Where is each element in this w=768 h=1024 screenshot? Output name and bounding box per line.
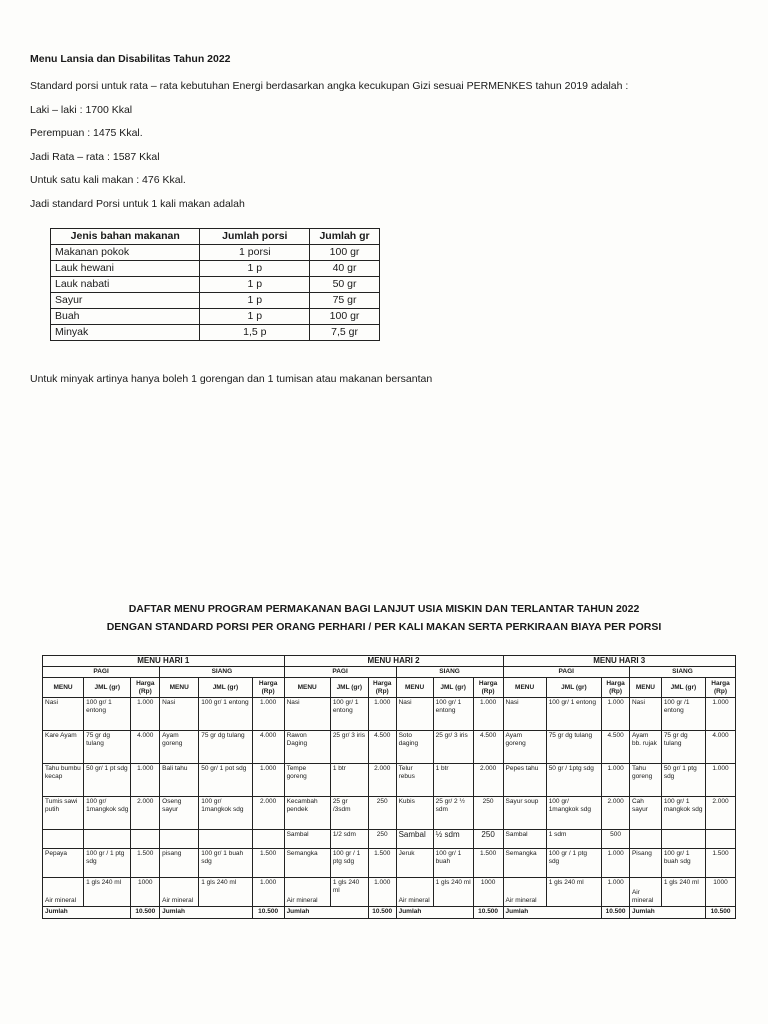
menu-cell: 100 gr/ 1 mangkok sdg <box>661 797 705 830</box>
portion-cell: 1 porsi <box>200 245 310 261</box>
session-header: SIANG <box>629 667 735 678</box>
menu-cell: Kecambah pendek <box>284 797 330 830</box>
portion-cell: Buah <box>51 309 200 325</box>
menu-cell <box>131 830 160 849</box>
menu-cell: 100 gr / 1 ptg sdg <box>330 849 368 878</box>
portion-cell: Lauk nabati <box>51 277 200 293</box>
portion-cell: Makanan pokok <box>51 245 200 261</box>
table-row <box>43 849 736 878</box>
total-value: 10.500 <box>602 907 630 919</box>
column-header: Harga (Rp) <box>252 678 284 698</box>
menu-cell: Air mineral <box>160 878 199 907</box>
menu-cell: 1000 <box>706 878 736 907</box>
menu-cell: Cah sayur <box>629 797 661 830</box>
menu-cell: 100 gr / 1 ptg sdg <box>546 849 602 878</box>
menu-cell: 250 <box>473 797 503 830</box>
menu-cell: 1.000 <box>131 764 160 797</box>
table-row <box>51 277 380 293</box>
document-title: Menu Lansia dan Disabilitas Tahun 2022 <box>30 53 231 65</box>
total-label: Jumlah <box>503 907 602 919</box>
menu-cell: 1.500 <box>706 849 736 878</box>
menu-cell: 50 gr/ 1 pt sdg <box>84 764 131 797</box>
menu-title: DAFTAR MENU PROGRAM PERMAKANAN BAGI LANJUT USIA MISKIN DAN TERLANTAR TAHUN 2022 <box>128 603 640 615</box>
menu-cell: 75 gr dg tulang <box>546 731 602 764</box>
menu-cell: Tahu goreng <box>629 764 661 797</box>
menu-cell: 4.000 <box>706 731 736 764</box>
menu-cell: 250 <box>473 830 503 849</box>
menu-cell <box>160 830 199 849</box>
menu-cell: 4.500 <box>473 731 503 764</box>
column-header: JML (gr) <box>433 678 473 698</box>
table-row <box>43 878 736 907</box>
portion-header: Jumlah gr <box>310 229 380 245</box>
menu-cell: 1/2 sdm <box>330 830 368 849</box>
total-row <box>43 907 736 919</box>
menu-cell: 1.000 <box>706 764 736 797</box>
menu-cell: Sambal <box>396 830 433 849</box>
menu-cell: 1.000 <box>368 878 396 907</box>
session-header: SIANG <box>396 667 503 678</box>
portion-cell: 1 p <box>200 293 310 309</box>
menu-cell: 100 gr/ 1 entong <box>199 698 252 731</box>
table-row <box>51 293 380 309</box>
menu-cell: 4.000 <box>252 731 284 764</box>
menu-cell: Pepes tahu <box>503 764 546 797</box>
portion-cell: 7,5 gr <box>310 325 380 341</box>
menu-cell <box>629 830 661 849</box>
menu-cell: Tempe goreng <box>284 764 330 797</box>
day-header: MENU HARI 3 <box>503 656 735 667</box>
menu-cell: 1 gls 240 ml <box>661 878 705 907</box>
total-label: Jumlah <box>629 907 705 919</box>
menu-cell: Ayam goreng <box>503 731 546 764</box>
column-header: JML (gr) <box>546 678 602 698</box>
menu-cell: 25 gr /3sdm <box>330 797 368 830</box>
menu-cell: Bali tahu <box>160 764 199 797</box>
menu-cell: Ayam bb. rujak <box>629 731 661 764</box>
menu-cell: Telur rebus <box>396 764 433 797</box>
portion-cell: 100 gr <box>310 309 380 325</box>
menu-cell <box>199 830 252 849</box>
total-value: 10.500 <box>706 907 736 919</box>
menu-cell: 2.000 <box>368 764 396 797</box>
menu-cell: 75 gr dg tulang <box>661 731 705 764</box>
menu-cell <box>43 830 84 849</box>
menu-cell: 1.000 <box>473 698 503 731</box>
menu-cell: 1.000 <box>131 698 160 731</box>
menu-cell: Ayam goreng <box>160 731 199 764</box>
portion-cell: 1 p <box>200 261 310 277</box>
column-header: JML (gr) <box>199 678 252 698</box>
menu-cell: Air mineral <box>284 878 330 907</box>
day-header: MENU HARI 1 <box>43 656 285 667</box>
menu-cell: Jeruk <box>396 849 433 878</box>
menu-cell: Sayur soup <box>503 797 546 830</box>
column-header: Harga (Rp) <box>368 678 396 698</box>
menu-cell: Semangka <box>284 849 330 878</box>
menu-cell <box>661 830 705 849</box>
day-header: MENU HARI 2 <box>284 656 503 667</box>
menu-cell: 25 gr/ 2 ½ sdm <box>433 797 473 830</box>
total-value: 10.500 <box>131 907 160 919</box>
portion-cell: Minyak <box>51 325 200 341</box>
portion-cell: Sayur <box>51 293 200 309</box>
menu-cell: Semangka <box>503 849 546 878</box>
menu-cell: 100 gr/ 1 buah <box>433 849 473 878</box>
menu-cell: Kare Ayam <box>43 731 84 764</box>
intro-line: Jadi standard Porsi untuk 1 kali makan adalah <box>30 197 245 210</box>
menu-cell: 2.000 <box>602 797 630 830</box>
table-row <box>43 830 736 849</box>
menu-cell: Air mineral <box>43 878 84 907</box>
column-header: Harga (Rp) <box>602 678 630 698</box>
menu-cell: Kubis <box>396 797 433 830</box>
menu-cell: 100 gr/ 1mangkok sdg <box>546 797 602 830</box>
table-row <box>43 698 736 731</box>
menu-cell: 1 gls 240 ml <box>546 878 602 907</box>
menu-cell: Nasi <box>160 698 199 731</box>
portion-cell: 1 p <box>200 277 310 293</box>
intro-line: Standard porsi untuk rata – rata kebutuhan Energi berdasarkan angka kecukupan Gizi sesuai PERMENKES tahun 2019 adalah : <box>30 80 629 92</box>
menu-cell: 100 gr/ 1 entong <box>433 698 473 731</box>
table-row <box>43 731 736 764</box>
menu-cell: 100 gr/ 1 entong <box>330 698 368 731</box>
table-row <box>51 245 380 261</box>
menu-cell <box>252 830 284 849</box>
table-row <box>43 764 736 797</box>
menu-cell: 100 gr/ 1 entong <box>546 698 602 731</box>
table-row <box>51 261 380 277</box>
menu-cell: 100 gr/ 1 buah sdg <box>199 849 252 878</box>
session-header: SIANG <box>160 667 284 678</box>
table-row <box>43 797 736 830</box>
menu-cell: Rawon Daging <box>284 731 330 764</box>
menu-cell: 100 gr /1 entong <box>661 698 705 731</box>
menu-cell: 1 gls 240 ml <box>84 878 131 907</box>
column-header: Harga (Rp) <box>706 678 736 698</box>
portion-cell: 1,5 p <box>200 325 310 341</box>
menu-cell: 1.500 <box>252 849 284 878</box>
column-header: MENU <box>284 678 330 698</box>
menu-cell: 4.000 <box>131 731 160 764</box>
menu-table <box>42 655 736 919</box>
menu-cell: 2.000 <box>131 797 160 830</box>
column-header: JML (gr) <box>84 678 131 698</box>
intro-line: Jadi Rata – rata : 1587 Kkal <box>30 150 160 163</box>
menu-cell: 1.000 <box>252 878 284 907</box>
menu-cell: Tumis sawi putih <box>43 797 84 830</box>
menu-cell <box>84 830 131 849</box>
portion-cell: 50 gr <box>310 277 380 293</box>
menu-cell: 1.500 <box>473 849 503 878</box>
table-row <box>51 325 380 341</box>
portion-header: Jenis bahan makanan <box>51 229 200 245</box>
menu-cell: 25 gr/ 3 iris <box>433 731 473 764</box>
menu-cell: 1 btr <box>433 764 473 797</box>
menu-cell: 500 <box>602 830 630 849</box>
menu-cell: ½ sdm <box>433 830 473 849</box>
menu-cell: Pisang <box>629 849 661 878</box>
menu-cell: 1.000 <box>602 849 630 878</box>
menu-cell: Nasi <box>503 698 546 731</box>
column-header: MENU <box>396 678 433 698</box>
menu-cell: 1.000 <box>602 878 630 907</box>
table-row <box>51 309 380 325</box>
menu-cell: 1.000 <box>602 764 630 797</box>
menu-cell: 1.000 <box>252 764 284 797</box>
menu-cell: Tahu bumbu kecap <box>43 764 84 797</box>
column-header-row <box>43 678 736 698</box>
menu-cell: Air mineral <box>396 878 433 907</box>
menu-cell: Air mineral <box>503 878 546 907</box>
menu-cell: 1000 <box>473 878 503 907</box>
menu-cell: Pepaya <box>43 849 84 878</box>
menu-cell: pisang <box>160 849 199 878</box>
menu-cell: Soto daging <box>396 731 433 764</box>
menu-cell: 250 <box>368 830 396 849</box>
session-header: PAGI <box>43 667 160 678</box>
session-header: PAGI <box>503 667 629 678</box>
total-label: Jumlah <box>160 907 253 919</box>
menu-cell: Nasi <box>629 698 661 731</box>
portion-header: Jumlah porsi <box>200 229 310 245</box>
menu-cell: 75 gr dg tulang <box>199 731 252 764</box>
menu-cell: 4.500 <box>602 731 630 764</box>
column-header: MENU <box>503 678 546 698</box>
menu-cell: 50 gr/ 1 pot sdg <box>199 764 252 797</box>
menu-cell: 100 gr/ 1mangkok sdg <box>199 797 252 830</box>
column-header: JML (gr) <box>661 678 705 698</box>
portion-cell: 100 gr <box>310 245 380 261</box>
total-label: Jumlah <box>43 907 131 919</box>
intro-line: Laki – laki : 1700 Kkal <box>30 103 133 116</box>
portion-cell: 40 gr <box>310 261 380 277</box>
menu-cell: 1000 <box>131 878 160 907</box>
column-header: Harga (Rp) <box>473 678 503 698</box>
portion-cell: Lauk hewani <box>51 261 200 277</box>
menu-cell: 2.000 <box>473 764 503 797</box>
menu-cell: 2.000 <box>706 797 736 830</box>
intro-line: Perempuan : 1475 Kkal. <box>30 127 143 139</box>
menu-cell: 1 btr <box>330 764 368 797</box>
menu-cell: 1 gls 240 ml <box>199 878 252 907</box>
menu-cell: 75 gr dg tulang <box>84 731 131 764</box>
column-header: MENU <box>43 678 84 698</box>
menu-cell: 50 gr/ 1 ptg sdg <box>661 764 705 797</box>
menu-cell: Sambal <box>284 830 330 849</box>
total-label: Jumlah <box>396 907 473 919</box>
menu-cell: 1 sdm <box>546 830 602 849</box>
intro-line: Untuk satu kali makan : 476 Kkal. <box>30 174 186 186</box>
menu-cell: 100 gr/ 1 buah sdg <box>661 849 705 878</box>
column-header: MENU <box>629 678 661 698</box>
menu-cell <box>706 830 736 849</box>
menu-subtitle: DENGAN STANDARD PORSI PER ORANG PERHARI / PER KALI MAKAN SERTA PERKIRAAN BIAYA PER PORSI <box>106 621 662 633</box>
menu-cell: Nasi <box>284 698 330 731</box>
menu-cell: 250 <box>368 797 396 830</box>
menu-cell: 2.000 <box>252 797 284 830</box>
total-value: 10.500 <box>473 907 503 919</box>
menu-cell: 1.000 <box>368 698 396 731</box>
menu-cell: 100 gr/ 1 entong <box>84 698 131 731</box>
total-value: 10.500 <box>368 907 396 919</box>
portion-table <box>50 228 380 341</box>
menu-cell: Oseng sayur <box>160 797 199 830</box>
menu-cell: 1.000 <box>602 698 630 731</box>
portion-cell: 75 gr <box>310 293 380 309</box>
session-header: PAGI <box>284 667 396 678</box>
menu-cell: 50 gr / 1ptg sdg <box>546 764 602 797</box>
menu-cell: 25 gr/ 3 iris <box>330 731 368 764</box>
menu-cell: 4.500 <box>368 731 396 764</box>
column-header: MENU <box>160 678 199 698</box>
portion-cell: 1 p <box>200 309 310 325</box>
menu-cell: 1 gls 240 ml <box>433 878 473 907</box>
menu-cell: 1.000 <box>252 698 284 731</box>
column-header: Harga (Rp) <box>131 678 160 698</box>
intro-section <box>30 52 750 220</box>
total-value: 10.500 <box>252 907 284 919</box>
menu-cell: 100 gr / 1 ptg sdg <box>84 849 131 878</box>
menu-cell: Nasi <box>396 698 433 731</box>
menu-cell: 1.500 <box>131 849 160 878</box>
column-header: JML (gr) <box>330 678 368 698</box>
total-label: Jumlah <box>284 907 368 919</box>
menu-cell: 100 gr/ 1mangkok sdg <box>84 797 131 830</box>
oil-note: Untuk minyak artinya hanya boleh 1 gorengan dan 1 tumisan atau makanan bersantan <box>30 373 433 385</box>
menu-cell: Nasi <box>43 698 84 731</box>
menu-cell: 1.000 <box>706 698 736 731</box>
menu-cell: 1 gls 240 ml <box>330 878 368 907</box>
menu-cell: Air mineral <box>629 878 661 907</box>
menu-cell: 1.500 <box>368 849 396 878</box>
menu-cell: Sambal <box>503 830 546 849</box>
